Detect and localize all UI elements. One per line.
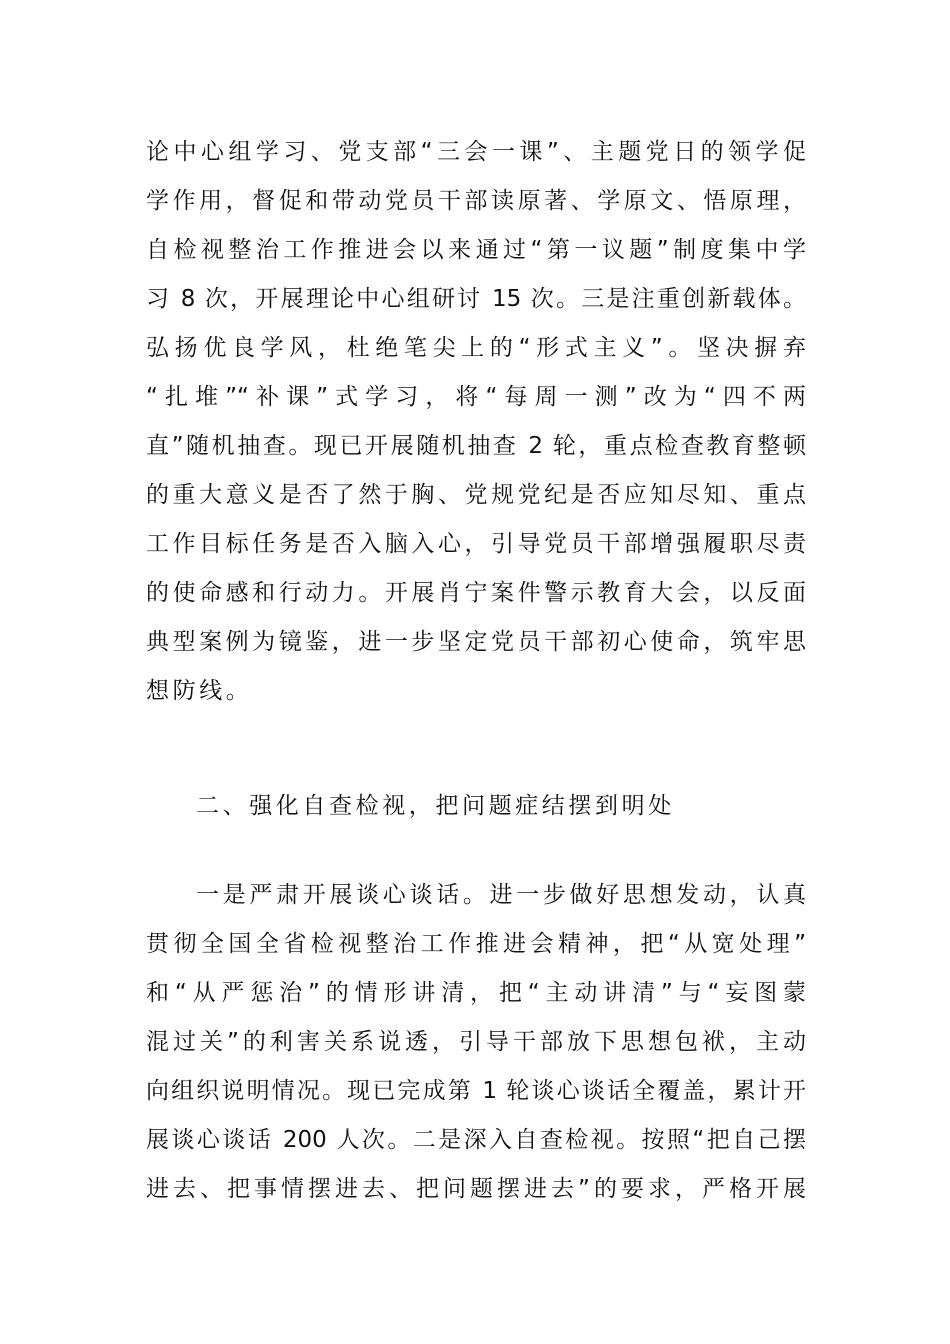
paragraph-line: 工作目标任务是否入脑入心，引导党员干部增强履职尽责 — [146, 531, 806, 557]
paragraph-line: 的重大意义是否了然于胸、党规党纪是否应知尽知、重点 — [146, 482, 806, 508]
paragraph-line: 贯彻全国全省检视整治工作推进会精神，把“从宽处理” — [146, 931, 806, 957]
paragraph-line: 直”随机抽查。现已开展随机抽查 2 轮，重点检查教育整顿 — [146, 433, 806, 459]
paragraph-line: 混过关”的利害关系说透，引导干部放下思想包袱，主动 — [146, 1029, 806, 1055]
paragraph-self-check — [146, 871, 806, 1214]
paragraph-study — [146, 128, 806, 716]
paragraph-line: 典型案例为镜鉴，进一步坚定党员干部初心使命，筑牢思 — [146, 629, 806, 655]
section-heading: 二、强化自查检视，把问题症结摆到明处 — [196, 793, 675, 819]
paragraph-line: 一是严肃开展谈心谈话。进一步做好思想发动，认真 — [196, 882, 806, 908]
paragraph-line: 自检视整治工作推进会以来通过“第一议题”制度集中学 — [146, 237, 806, 263]
paragraph-line: 进去、把事情摆进去、把问题摆进去”的要求，严格开展 — [146, 1176, 806, 1202]
paragraph-line: 展谈心谈话 200 人次。二是深入自查检视。按照“把自己摆 — [146, 1127, 806, 1153]
paragraph-line: 学作用，督促和带动党员干部读原著、学原文、悟原理， — [146, 188, 806, 214]
paragraph-line: “扎堆”“补课”式学习，将“每周一测”改为“四不两 — [146, 384, 806, 410]
paragraph-line: 论中心组学习、党支部“三会一课”、主题党日的领学促 — [146, 139, 806, 165]
paragraph-line: 向组织说明情况。现已完成第 1 轮谈心谈话全覆盖，累计开 — [146, 1078, 806, 1104]
paragraph-line: 习 8 次，开展理论中心组研讨 15 次。三是注重创新载体。 — [146, 286, 806, 312]
paragraph-line: 的使命感和行动力。开展肖宁案件警示教育大会，以反面 — [146, 580, 806, 606]
paragraph-line: 弘扬优良学风，杜绝笔尖上的“形式主义”。坚决摒弃 — [146, 335, 806, 361]
paragraph-line: 和“从严惩治”的情形讲清，把“主动讲清”与“妄图蒙 — [146, 980, 806, 1006]
paragraph-line: 想防线。 — [146, 678, 253, 704]
